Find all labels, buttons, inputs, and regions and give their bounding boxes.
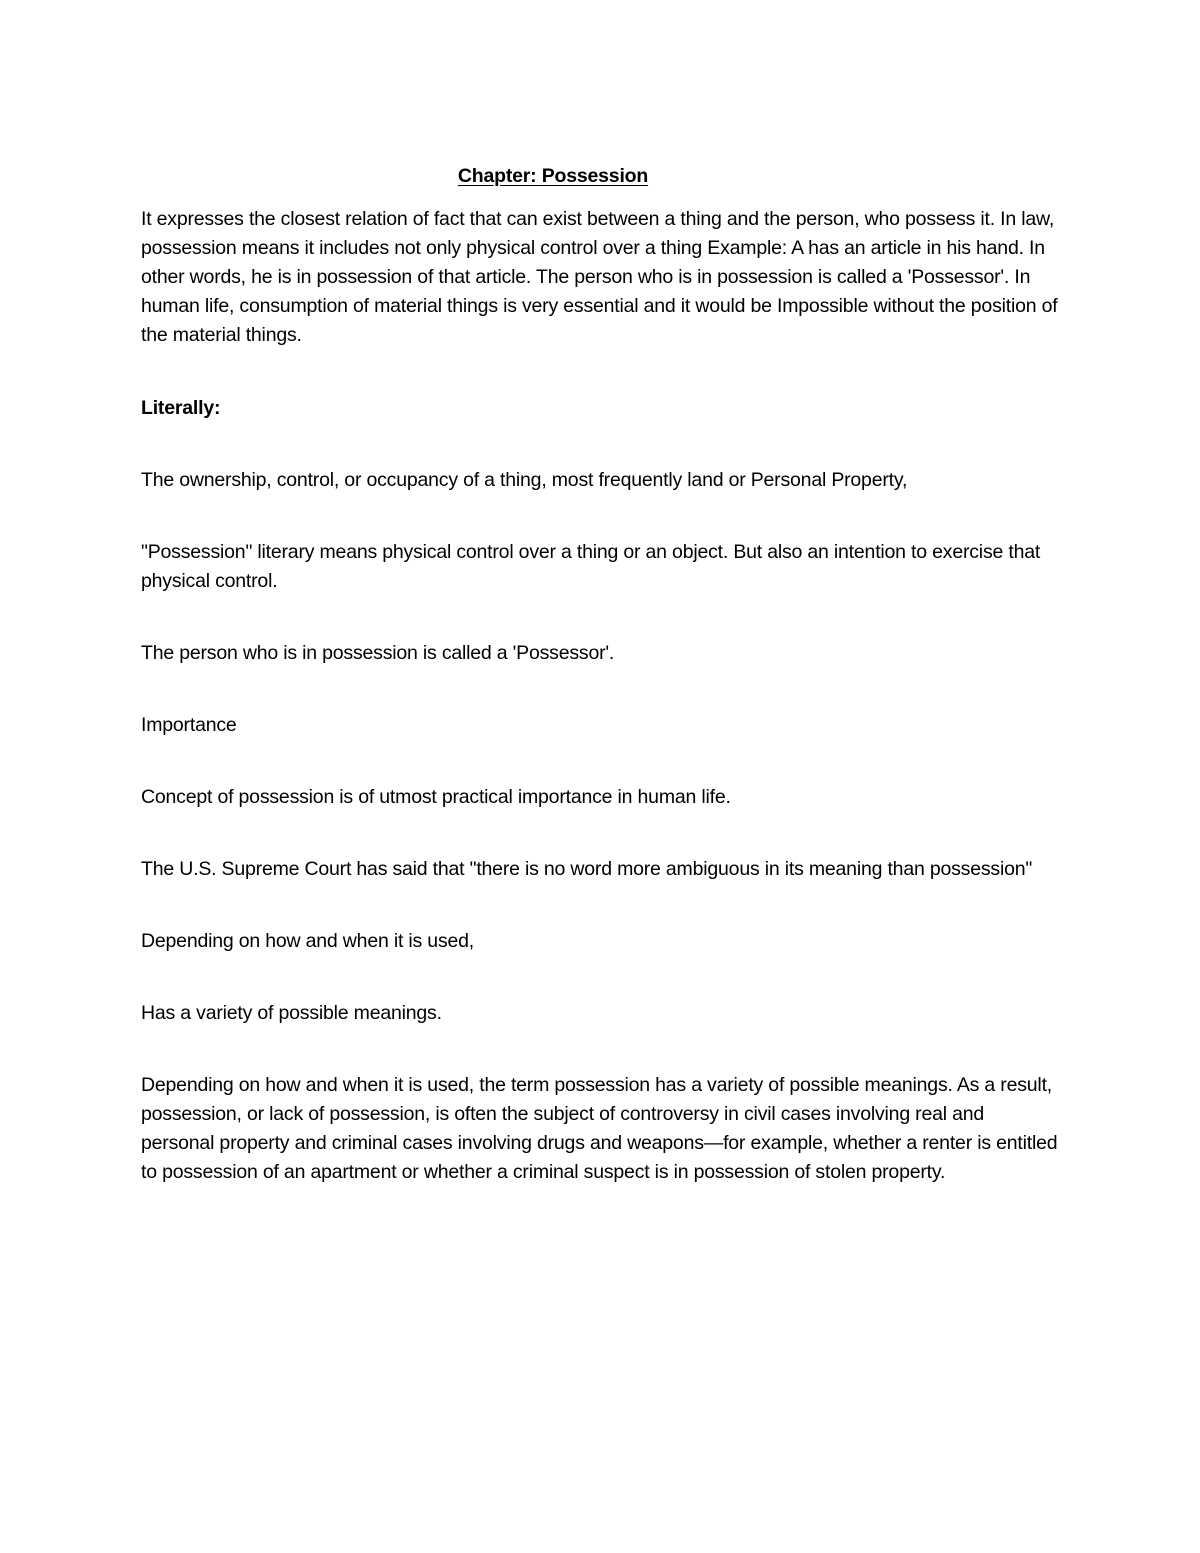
literary-meaning-paragraph: "Possession" literary means physical control over a thing or an object. But also an intention to exercise that physical control. [141, 541, 1041, 592]
chapter-title: Chapter: Possession [457, 165, 649, 187]
concept-paragraph: Concept of possession is of utmost practical importance in human life. [141, 786, 731, 808]
variety-paragraph: Has a variety of possible meanings. [141, 1002, 442, 1024]
possessor-paragraph: The person who is in possession is called a 'Possessor'. [141, 642, 615, 664]
literally-heading: Literally: [141, 397, 221, 419]
importance-heading: Importance [141, 714, 237, 736]
document-body [141, 162, 1061, 1187]
intro-paragraph: It expresses the closest relation of fact that can exist between a thing and the person, who possess it. In law, possession means it includes not only physical control over a thing Example: A has an article in his hand. In other words, he is in possession of that article. The person who is in possession is called a 'Possessor'. In human life, consumption of material things is very essential and it would be Impossible without the position of the material things. [141, 208, 1058, 346]
ownership-paragraph: The ownership, control, or occupancy of a thing, most frequently land or Personal Property, [141, 469, 908, 491]
supreme-court-paragraph: The U.S. Supreme Court has said that "there is no word more ambiguous in its meaning than possession" [141, 858, 1033, 880]
conclusion-paragraph: Depending on how and when it is used, the term possession has a variety of possible meanings. As a result, possession, or lack of possession, is often the subject of controversy in civil cases involving real and personal property and criminal cases involving drugs and weapons—for example, whether a renter is entitled to possession of an apartment or whether a criminal suspect is in possession of stolen property. [141, 1074, 1058, 1183]
depending-paragraph: Depending on how and when it is used, [141, 930, 475, 952]
